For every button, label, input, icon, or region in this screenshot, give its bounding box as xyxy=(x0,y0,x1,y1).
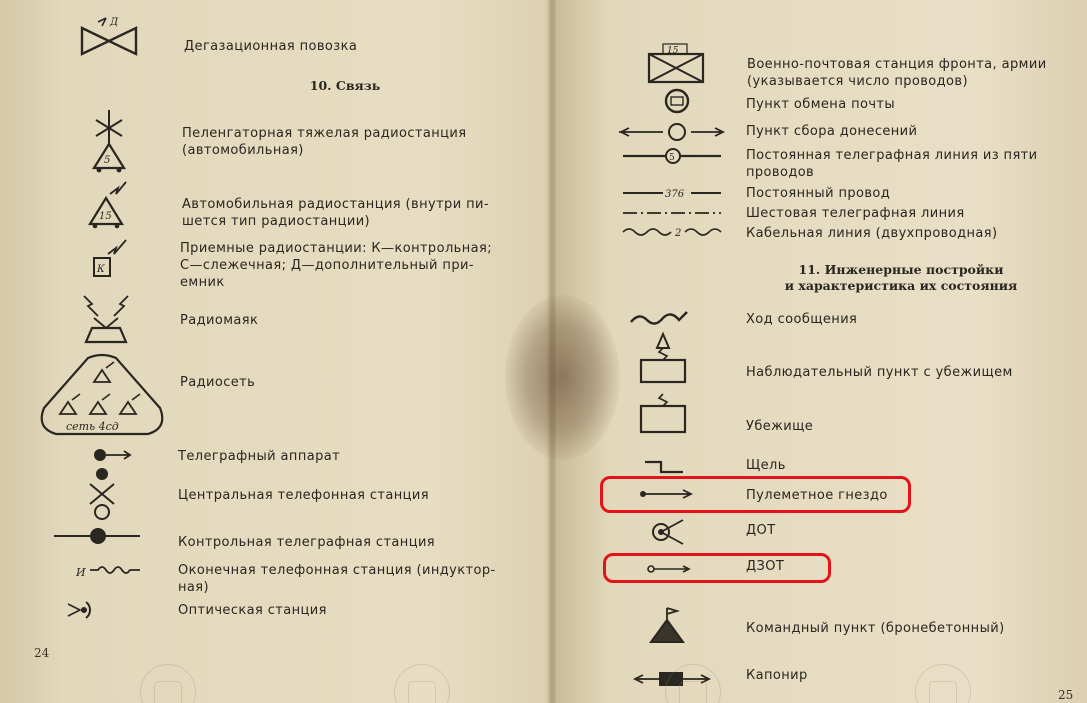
optical-station-icon xyxy=(66,596,106,624)
field-post-label: 15 xyxy=(667,46,679,56)
permanent-wire-icon xyxy=(621,186,725,200)
highlight-machine-gun-nest xyxy=(600,476,911,513)
command-post-icon xyxy=(645,606,689,646)
radio-network-icon xyxy=(36,352,168,440)
observation-post-shelter-icon xyxy=(637,330,689,386)
slit-trench-icon xyxy=(639,458,689,476)
entry-radio-network: Радиосеть xyxy=(180,375,256,390)
entry-caponier: Капонир xyxy=(746,668,808,683)
entry-earth-timber-bunker: ДЗОТ xyxy=(746,559,785,574)
entry-machine-gun-nest: Пулеметное гнездо xyxy=(746,488,888,503)
communication-trench-icon xyxy=(629,306,693,328)
wire-label: 376 xyxy=(665,189,685,200)
highlight-earth-timber-bunker xyxy=(603,553,831,583)
entry-mail-exchange-point: Пункт обмена почты xyxy=(746,97,896,112)
heavy-direction-finder-icon xyxy=(86,106,132,172)
radio-beacon-icon xyxy=(74,286,138,344)
vehicle-radio-station-icon xyxy=(86,176,136,230)
report-collection-point-icon xyxy=(617,122,727,142)
cable-line-icon xyxy=(621,224,725,240)
library-stamp-icon xyxy=(915,664,971,703)
central-telephone-exchange-icon xyxy=(84,466,120,524)
right-page xyxy=(553,0,1087,703)
vehicle-radio-label: 15 xyxy=(99,211,112,222)
decontamination-cart-label: Д xyxy=(110,17,119,28)
entry-command-post: Командный пункт (бронебетонный) xyxy=(746,621,1005,636)
page-number-right: 25 xyxy=(1058,688,1074,702)
entry-cable-line: Кабельная линия (двухпроводная) xyxy=(746,226,998,241)
library-stamp-icon xyxy=(394,664,450,703)
section-title-communications: 10. Связь xyxy=(309,78,381,93)
entry-decontamination-cart: Дегазационная повозка xyxy=(184,39,358,54)
terminal-telephone-station-icon xyxy=(76,560,146,584)
entry-vehicle-radio-station: Автомобильная радиостанция (внутри пи- шется тип радиостанции) xyxy=(182,197,489,229)
library-stamp-icon xyxy=(140,664,196,703)
telegraph-line-label: 5 xyxy=(669,153,675,163)
entry-heavy-direction-finder: Пеленгаторная тяжелая радиостанция (автомобильная) xyxy=(182,126,467,158)
permanent-telegraph-line-icon xyxy=(621,146,725,166)
decontamination-cart-icon xyxy=(80,14,140,60)
direction-finder-label: 5 xyxy=(104,155,111,166)
page-number-left: 24 xyxy=(34,646,50,660)
control-telegraph-station-icon xyxy=(52,526,144,546)
cable-line-label: 2 xyxy=(675,228,682,239)
field-post-station-icon xyxy=(647,44,707,86)
entry-telegraph-apparatus: Телеграфный аппарат xyxy=(178,449,341,464)
entry-report-collection-point: Пункт сбора донесений xyxy=(746,124,918,139)
entry-receiving-radio-stations: Приемные радиостанции: К—контрольная; С—слежечная; Д—дополнительный при- емник xyxy=(180,241,492,290)
pillbox-icon xyxy=(649,514,689,548)
shelter-icon xyxy=(637,392,689,436)
receiving-radio-station-icon xyxy=(88,234,134,282)
entry-permanent-telegraph-line: Постоянная телеграфная линия из пяти проводов xyxy=(746,148,1038,180)
receiving-radio-label: К xyxy=(97,264,105,275)
pole-telegraph-line-icon xyxy=(621,208,725,218)
entry-permanent-wire: Постоянный провод xyxy=(746,186,891,201)
entry-field-post-station: Военно-почтовая станция фронта, армии (указывается число проводов) xyxy=(747,57,1047,89)
entry-pole-telegraph-line: Шестовая телеграфная линия xyxy=(746,206,965,221)
entry-terminal-telephone-station: Оконечная телефонная станция (индуктор- ная) xyxy=(178,563,496,595)
radio-network-label: сеть 4сд xyxy=(66,420,119,433)
entry-control-telegraph-station: Контрольная телеграфная станция xyxy=(178,535,436,550)
entry-slit-trench: Щель xyxy=(746,458,786,473)
entry-optical-station: Оптическая станция xyxy=(178,603,327,618)
entry-central-telephone-exchange: Центральная телефонная станция xyxy=(178,488,429,503)
entry-shelter: Убежище xyxy=(746,419,814,434)
entry-radio-beacon: Радиомаяк xyxy=(180,313,259,328)
terminal-station-label: И xyxy=(76,566,86,579)
entry-observation-post-shelter: Наблюдательный пункт с убежищем xyxy=(746,365,1013,380)
section-title-engineering: 11. Инженерные постройки и характеристика их состояния xyxy=(784,262,1018,293)
entry-communication-trench: Ход сообщения xyxy=(746,312,858,327)
telegraph-apparatus-icon xyxy=(90,446,134,464)
mail-exchange-point-icon xyxy=(661,88,693,114)
entry-pillbox: ДОТ xyxy=(746,523,776,538)
